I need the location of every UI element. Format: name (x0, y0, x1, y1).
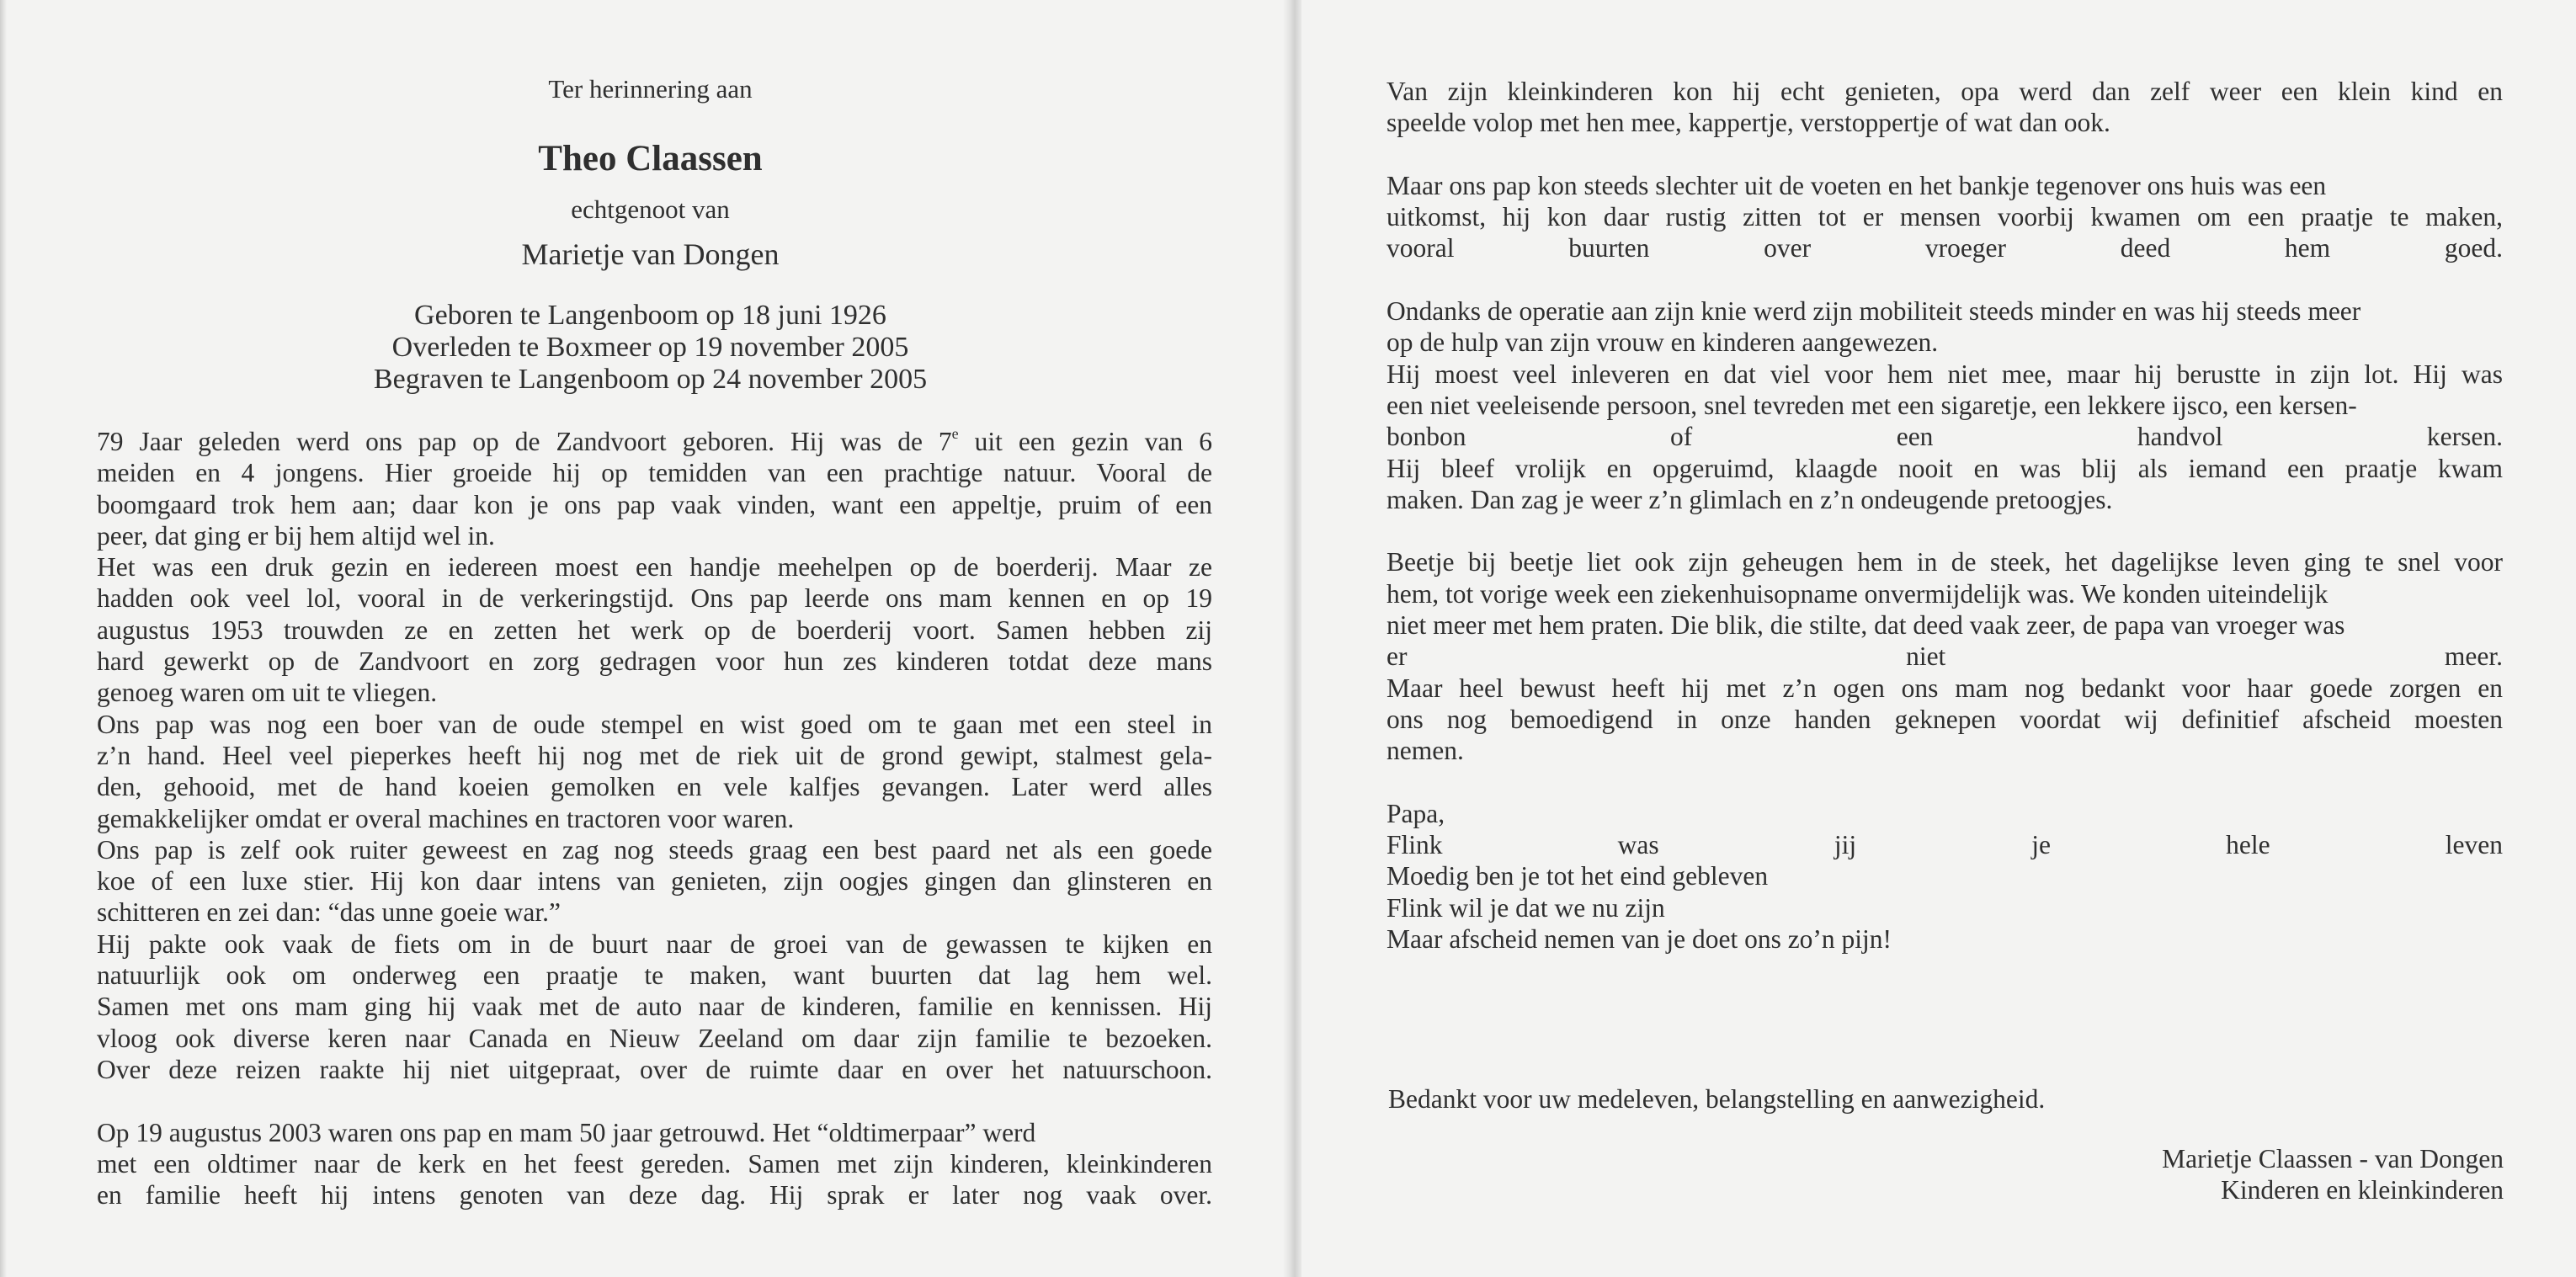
burial-line: Begraven te Langenboom op 24 november 2005 (373, 364, 928, 395)
text-line: op de hulp van zijn vrouw en kinderen aangewezen. (1386, 327, 1939, 358)
text-line: peer, dat ging er bij hem altijd wel in. (97, 520, 495, 551)
text-line: augustus 1953 trouwden ze en zetten het werk op de boerderij voort. Samen hebben zij (97, 615, 1212, 645)
text-line: Het was een druk gezin en iedereen moest een handje meehelpen op de boerderij. Maar ze (97, 552, 1212, 583)
right-body-text (1386, 76, 2503, 955)
paragraph-gap (1386, 515, 2503, 546)
life-dates (84, 300, 1216, 396)
signature-line-1: Marietje Claassen - van Dongen (2162, 1144, 2504, 1173)
signature-line-2: Kinderen en kleinkinderen (2221, 1175, 2504, 1205)
text-line: vooral buurten over vroeger deed hem goed. (1386, 233, 2503, 263)
paragraph-gap (1386, 139, 2503, 170)
superscript: e (951, 425, 959, 442)
text-line: gemakkelijker omdat er overal machines en tractoren voor waren. (97, 803, 795, 833)
text-line: bonbon of een handvol kersen. (1386, 422, 2503, 452)
text-line: hard gewerkt op de Zandvoort en zorg gedragen voor hun zes kinderen totdat deze mans (97, 646, 1212, 677)
text-line: Ondanks de operatie aan zijn knie werd zijn mobiliteit steeds minder en was hij steeds meer (1386, 296, 2361, 327)
signature (2162, 1143, 2504, 1206)
text-line: er niet meer. (1386, 641, 2503, 672)
text-line: uitkomst, hij kon daar rustig zitten tot er mensen voorbij kwamen om een praatje te maken, (1386, 202, 2503, 232)
spouse-label: echtgenoot van (571, 194, 730, 224)
text-line: Hij bleef vrolijk en opgeruimd, klaagde nooit en was blij als iemand een praatje kwam (1386, 453, 2503, 483)
text-line: hadden ook veel lol, vooral in de verkeringstijd. Ons pap leerde ons mam kennen en op 19 (97, 583, 1212, 614)
text-line: Moedig ben je tot het eind gebleven (1386, 861, 1769, 891)
text-line: maken. Dan zag je weer z’n glimlach en z’n ondeugende pretoogjes. (1386, 484, 2113, 514)
text-line: niet meer met hem praten. Die blik, die stilte, dat deed vaak zeer, de papa van vroeger was (1386, 610, 2345, 641)
text-line: ons nog bemoedigend in onze handen geknepen voordat wij definitief afscheid moesten (1386, 704, 2503, 734)
text-line: nemen. (1386, 736, 1464, 766)
text-line: Hij moest veel inleveren en dat viel voor hem niet mee, maar hij berustte in zijn lot. Hij was (1386, 359, 2503, 389)
death-line: Overleden te Boxmeer op 19 november 2005 (391, 332, 909, 363)
text-line: met een oldtimer naar de kerk en het feest gereden. Samen met zijn kinderen, kleinkinderen (97, 1148, 1212, 1179)
text-line: Papa, (1386, 798, 1445, 828)
text-line: vloog ook diverse keren naar Canada en Nieuw Zeeland om daar zijn familie te bezoeken. (97, 1023, 1212, 1053)
text-line: natuurlijk ook om onderweg een praatje te maken, want buurten dat lag hem wel. (97, 960, 1212, 991)
page-edge (0, 0, 7, 1277)
text-line: een niet veeleisende persoon, snel tevreden met een sigaretje, een lekkere ijsco, een kersen- (1386, 390, 2357, 420)
text-line: boomgaard trok hem aan; daar kon je ons pap vaak vinden, want een appeltje, pruim of een (97, 489, 1212, 519)
text-line: hem, tot vorige week een ziekenhuisopname onvermijdelijk was. We konden uiteindelijk (1386, 578, 2329, 609)
text-line: en familie heeft hij intens genoten van deze dag. Hij sprak er later nog vaak over. (97, 1180, 1212, 1210)
text-line (97, 426, 1212, 457)
text-line: schitteren en zei dan: “das unne goeie war.” (97, 897, 562, 928)
text-line: Op 19 augustus 2003 waren ons pap en mam 50 jaar getrouwd. Het “oldtimerpaar” werd (97, 1117, 1036, 1147)
text-line: Beetje bij beetje liet ook zijn geheugen hem in de steek, het dagelijkse leven ging te snel voor (1386, 547, 2503, 577)
left-body-text (97, 426, 1212, 1210)
birth-line: Geboren te Langenboom op 18 juni 1926 (414, 300, 886, 331)
text-line: Maar afscheid nemen van je doet ons zo’n pijn! (1386, 924, 1892, 955)
text-line: Ons pap is zelf ook ruiter geweest en zag nog steeds graag een best paard net als een goede (97, 834, 1212, 865)
spouse-name: Marietje van Dongen (521, 237, 780, 271)
paragraph-gap (1386, 767, 2503, 798)
text-line: Flink was jij je hele leven (1386, 830, 2503, 860)
thanks-line: Bedankt voor uw medeleven, belangstelling en aanwezigheid. (1388, 1084, 2046, 1114)
text-line: z’n hand. Heel veel pieperkes heeft hij nog met de riek uit de grond gewipt, stalmest gela- (97, 740, 1212, 770)
text-line: genoeg waren om uit te vliegen. (97, 678, 438, 708)
deceased-name: Theo Claassen (538, 139, 763, 178)
text-line: koe of een luxe stier. Hij kon daar intens van genieten, zijn oogjes gingen dan glinsteren en (97, 866, 1212, 897)
text-line: speelde volop met hen mee, kappertje, verstoppertje of wat dan ook. (1386, 108, 2110, 138)
text-line: Ons pap was nog een boer van de oude stempel en wist goed om te gaan met een steel in (97, 709, 1212, 739)
text-line: Hij pakte ook vaak de fiets om in de buurt naar de groei van de gewassen te kijken en (97, 928, 1212, 959)
text-line: Van zijn kleinkinderen kon hij echt genieten, opa werd dan zelf weer een klein kind en (1386, 77, 2503, 106)
text-line: den, gehooid, met de hand koeien gemolken en vele kalfjes gevangen. Later werd alles (97, 772, 1212, 802)
paragraph-gap (1386, 264, 2503, 295)
intro-text: Ter herinnering aan (548, 74, 753, 104)
text-line: Maar heel bewust heeft hij met z’n ogen ons mam nog bedankt voor haar goede zorgen en (1386, 673, 2503, 703)
text-line: Maar ons pap kon steeds slechter uit de voeten en het bankje tegenover ons huis was een (1386, 170, 2327, 200)
text-line: Samen met ons mam ging hij vaak met de auto naar de kinderen, familie en kennissen. Hij (97, 992, 1212, 1022)
text-line: Flink wil je dat we nu zijn (1386, 892, 1665, 923)
text-line: meiden en 4 jongens. Hier groeide hij op temidden van een prachtige natuur. Vooral de (97, 458, 1212, 488)
text-fragment: uit een gezin van 6 (958, 427, 1212, 456)
paragraph-gap (97, 1085, 1212, 1116)
text-fragment: 79 Jaar geleden werd ons pap op de Zandvoort geboren. Hij was de 7 (97, 427, 952, 456)
text-line: Over deze reizen raakte hij niet uitgepraat, over de ruimte daar en over het natuurschoon. (97, 1054, 1212, 1084)
